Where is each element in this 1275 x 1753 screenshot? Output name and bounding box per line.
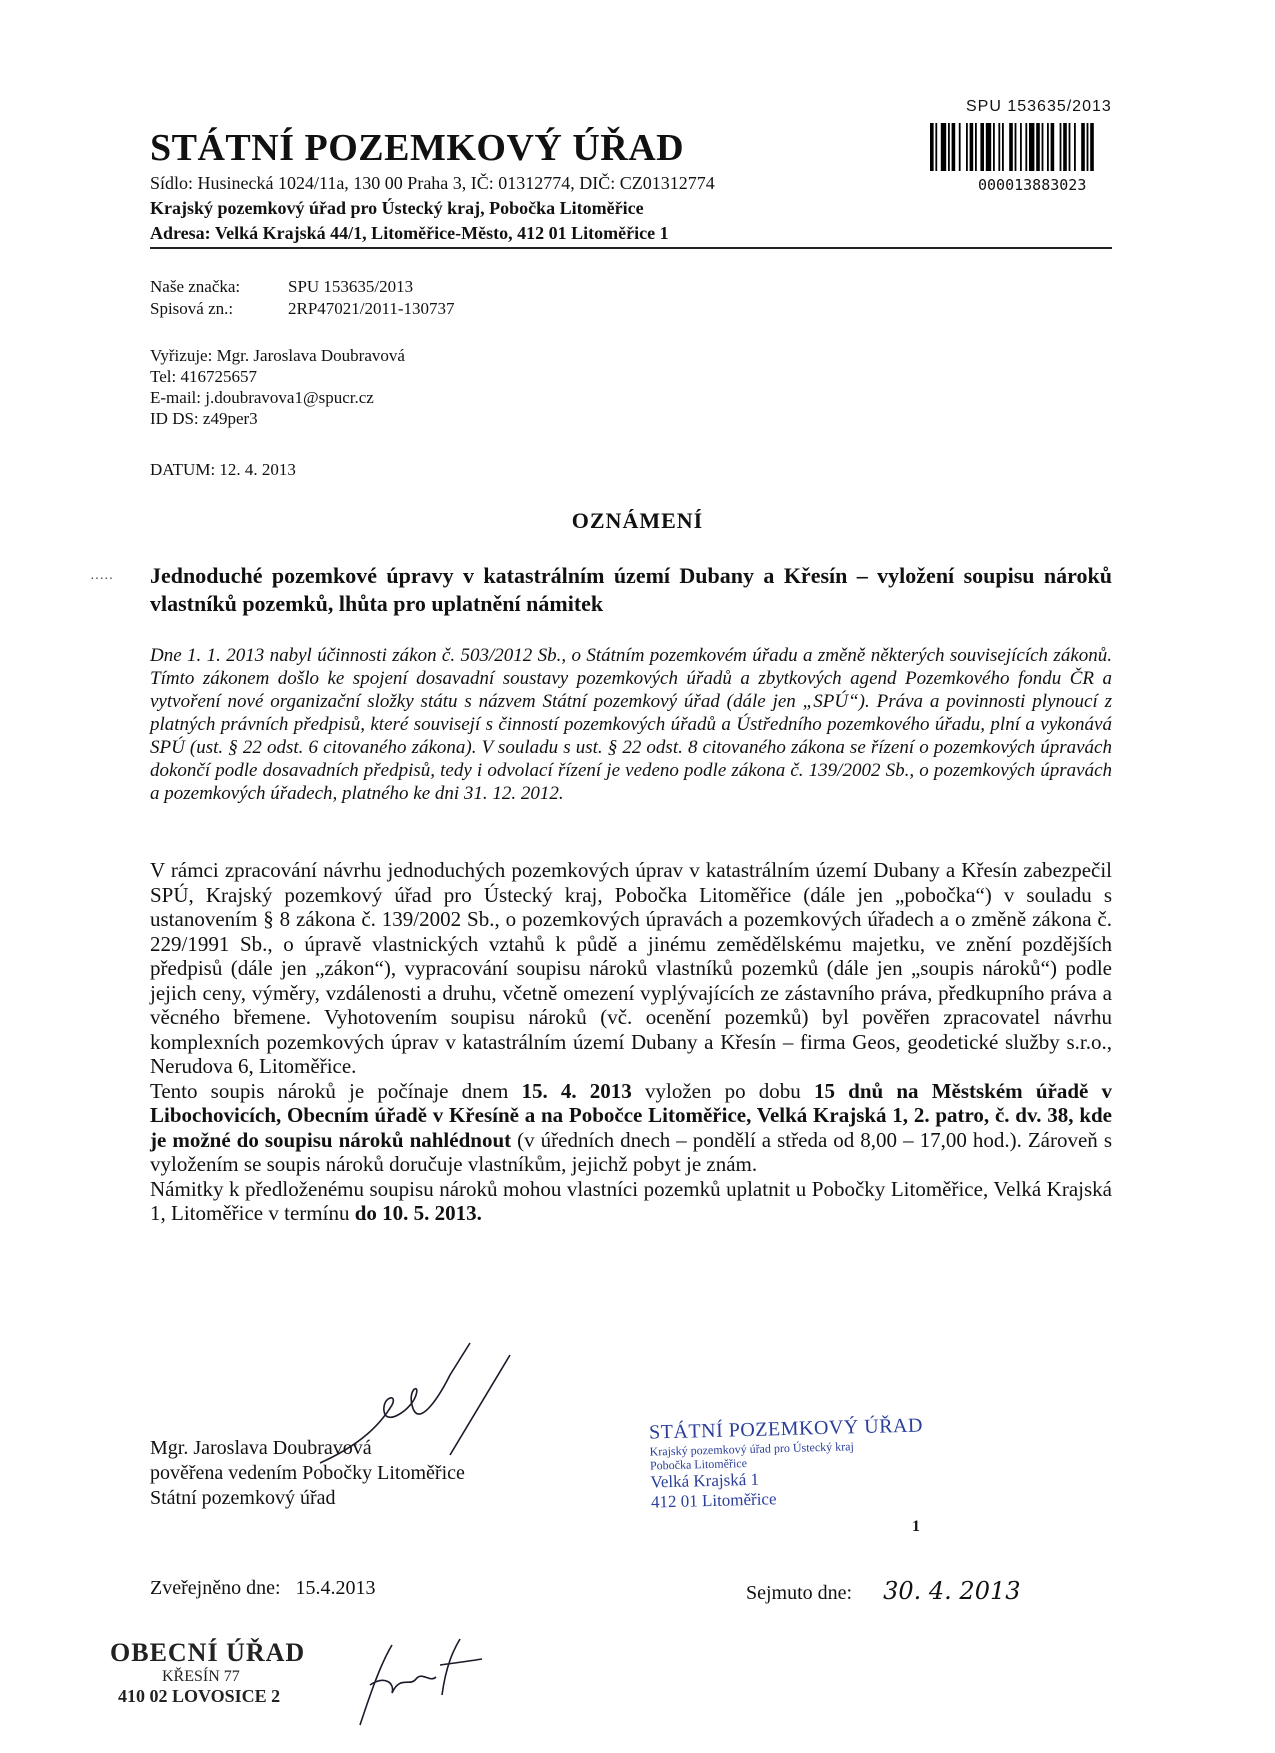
signature-block [150, 1436, 465, 1511]
address-line: Adresa: Velká Krajská 44/1, Litoměřice-Město, 412 01 Litoměřice 1 [150, 223, 669, 243]
paragraph-2-date: 15. 4. 2013 [521, 1078, 632, 1103]
paragraph-2-places: 15 dnů na Městském úřadě v Libochovicích, Obecním úřadě v Křesíně a na Pobočce Litoměřice, Velká Krajská 1, 2. patro, č. dv. 38, kde je možné do soupisu nároků nahlédnout [150, 1078, 1112, 1152]
removed-date [746, 1577, 1021, 1605]
stamp-street: Velká Krajská 1 [650, 1469, 760, 1492]
municipal-address: KŘESÍN 77 [162, 1668, 240, 1685]
seat-line: Sídlo: Husinecká 1024/11a, 130 00 Praha 3, IČ: 01312774, DIČ: CZ01312774 [150, 173, 715, 193]
municipal-postcode: 410 02 LOVOSICE 2 [118, 1686, 281, 1706]
stamp-city: 412 01 Litoměřice [650, 1489, 777, 1512]
municipal-signature [330, 1635, 500, 1735]
file-reference-value: 2RP47021/2011-130737 [288, 299, 455, 318]
email: E-mail: j.doubravova1@spucr.cz [150, 388, 374, 407]
our-reference-label: Naše značka: [150, 277, 241, 296]
signatory-name: Mgr. Jaroslava Doubravová [150, 1437, 372, 1459]
paragraph-2 [150, 1079, 1112, 1177]
body-text [150, 858, 1112, 1226]
contact-block [150, 345, 405, 429]
barcode [930, 123, 1150, 171]
handler: Vyřizuje: Mgr. Jaroslava Doubravová [150, 346, 405, 365]
removed-value: 30. 4. 2013 [883, 1577, 1021, 1605]
published-label: Zveřejněno dne: [150, 1577, 281, 1599]
municipal-stamp [110, 1638, 305, 1707]
data-box-id: ID DS: z49per3 [150, 409, 258, 428]
objection-deadline: do 10. 5. 2013. [354, 1201, 482, 1225]
published-date [150, 1577, 376, 1600]
paragraph-2-text-1: Tento soupis nároků je počínaje dnem [150, 1078, 522, 1103]
signatory-role: pověřena vedením Pobočky Litoměřice [150, 1462, 465, 1484]
paragraph-3-text: Námitky k předloženému soupisu nároků mohou vlastníci pozemků uplatnit u Pobočky Litoměřice, Velká Krajská 1, Litoměřice v termínu [150, 1176, 1112, 1225]
subject: Jednoduché pozemkové úpravy v katastrálním území Dubany a Křesín – vyložení soupisu nároků vlastníků pozemků, lhůta pro uplatnění námitek [150, 563, 1112, 616]
file-reference [150, 299, 455, 319]
published-value: 15.4.2013 [295, 1577, 376, 1599]
stamp-office-name: STÁTNÍ POZEMKOVÝ ÚŘAD [648, 1414, 924, 1444]
paragraph-3 [150, 1177, 1112, 1226]
header-divider [150, 247, 1112, 249]
document-heading: OZNÁMENÍ [571, 508, 704, 533]
document-reference-top: SPU 153635/2013 [966, 98, 1112, 115]
stamp-authority: Krajský pozemkový úřad pro Ústecký kraj [649, 1439, 855, 1459]
telephone: Tel: 416725657 [150, 367, 257, 386]
office-stamp [649, 1414, 925, 1512]
signatory-office: Státní pozemkový úřad [150, 1487, 336, 1509]
removed-label: Sejmuto dne: [746, 1582, 853, 1604]
our-reference-value: SPU 153635/2013 [288, 277, 414, 296]
paragraph-2-text-3: (v úředních dnech – pondělí a středa od 8,00 – 17,00 hod.). Zároveň s vyložením se soupis nároků doručuje vlastníkům, jejichž pobyt je znám. [150, 1127, 1112, 1176]
municipal-office-name: OBECNÍ ÚŘAD [110, 1638, 306, 1667]
office-name: STÁTNÍ POZEMKOVÝ ÚŘAD [150, 127, 685, 169]
branch-line: Krajský pozemkový úřad pro Ústecký kraj, Pobočka Litoměřice [150, 198, 644, 218]
paragraph-2-text-2: vyložen po dobu [631, 1078, 814, 1103]
margin-mark: ····· [90, 572, 114, 587]
intro-paragraph: Dne 1. 1. 2013 nabyl účinnosti zákon č. 503/2012 Sb., o Státním pozemkovém úřadu a změně některých souvisejících zákonů. Tímto zákonem došlo ke spojení dosavadní soustavy pozemkových úřadů a zbytkových agend Pozemkového fondu ČR a vytvoření nové organizační složky státu s názvem Státní pozemkový úřad (dále jen „SPÚ“). Práva a povinnosti plynoucí z platných právních předpisů, které souvisejí s činností pozemkových úřadů a Ústředního pozemkového úřadu, plní a vykonává SPÚ (ust. § 22 odst. 6 citovaného zákona). V souladu s ust. § 22 odst. 8 citovaného zákona se řízení o pozemkových úpravách dokončí podle dosavadních předpisů, tedy i odvolací řízení je vedeno podle zákona č. 139/2002 Sb., o pozemkových úpravách a pozemkových úřadech, platného ke dni 31. 12. 2012. [150, 645, 1112, 804]
paragraph-1: V rámci zpracování návrhu jednoduchých pozemkových úprav v katastrálním území Dubany a Křesín zabezpečil SPÚ, Krajský pozemkový úřad pro Ústecký kraj, Pobočka Litoměřice (dále jen „pobočka“) v souladu s ustanovením § 8 zákona č. 139/2002 Sb., o pozemkových úpravách a pozemkových úřadech a o změně zákona č. 229/1991 Sb., o úpravě vlastnických vztahů k půdě a jinému zemědělskému majetku, ve znění pozdějších předpisů (dále jen „zákon“), vypracování soupisu nároků vlastníků pozemků (dále jen „soupis nároků“) podle jejich ceny, výměry, vzdálenosti a druhu, včetně omezení vyplývajících ze zástavního práva, předkupního práva a věcného břemene. Vyhotovením soupisu nároků (vč. ocenění pozemků) byl pověřen zpracovatel návrhu komplexních pozemkových úprav v katastrálním území Dubany a Křesín – firma Geos, geodetické služby s.r.o., Nerudova 6, Litoměřice. [150, 858, 1112, 1078]
stamp-branch: Pobočka Litoměřice [649, 1456, 748, 1473]
barcode-number: 000013883023 [978, 176, 1087, 194]
our-reference [150, 277, 413, 297]
document-date: DATUM: 12. 4. 2013 [150, 460, 296, 479]
stamp-mark: 1 [912, 1518, 920, 1535]
file-reference-label: Spisová zn.: [150, 299, 234, 318]
